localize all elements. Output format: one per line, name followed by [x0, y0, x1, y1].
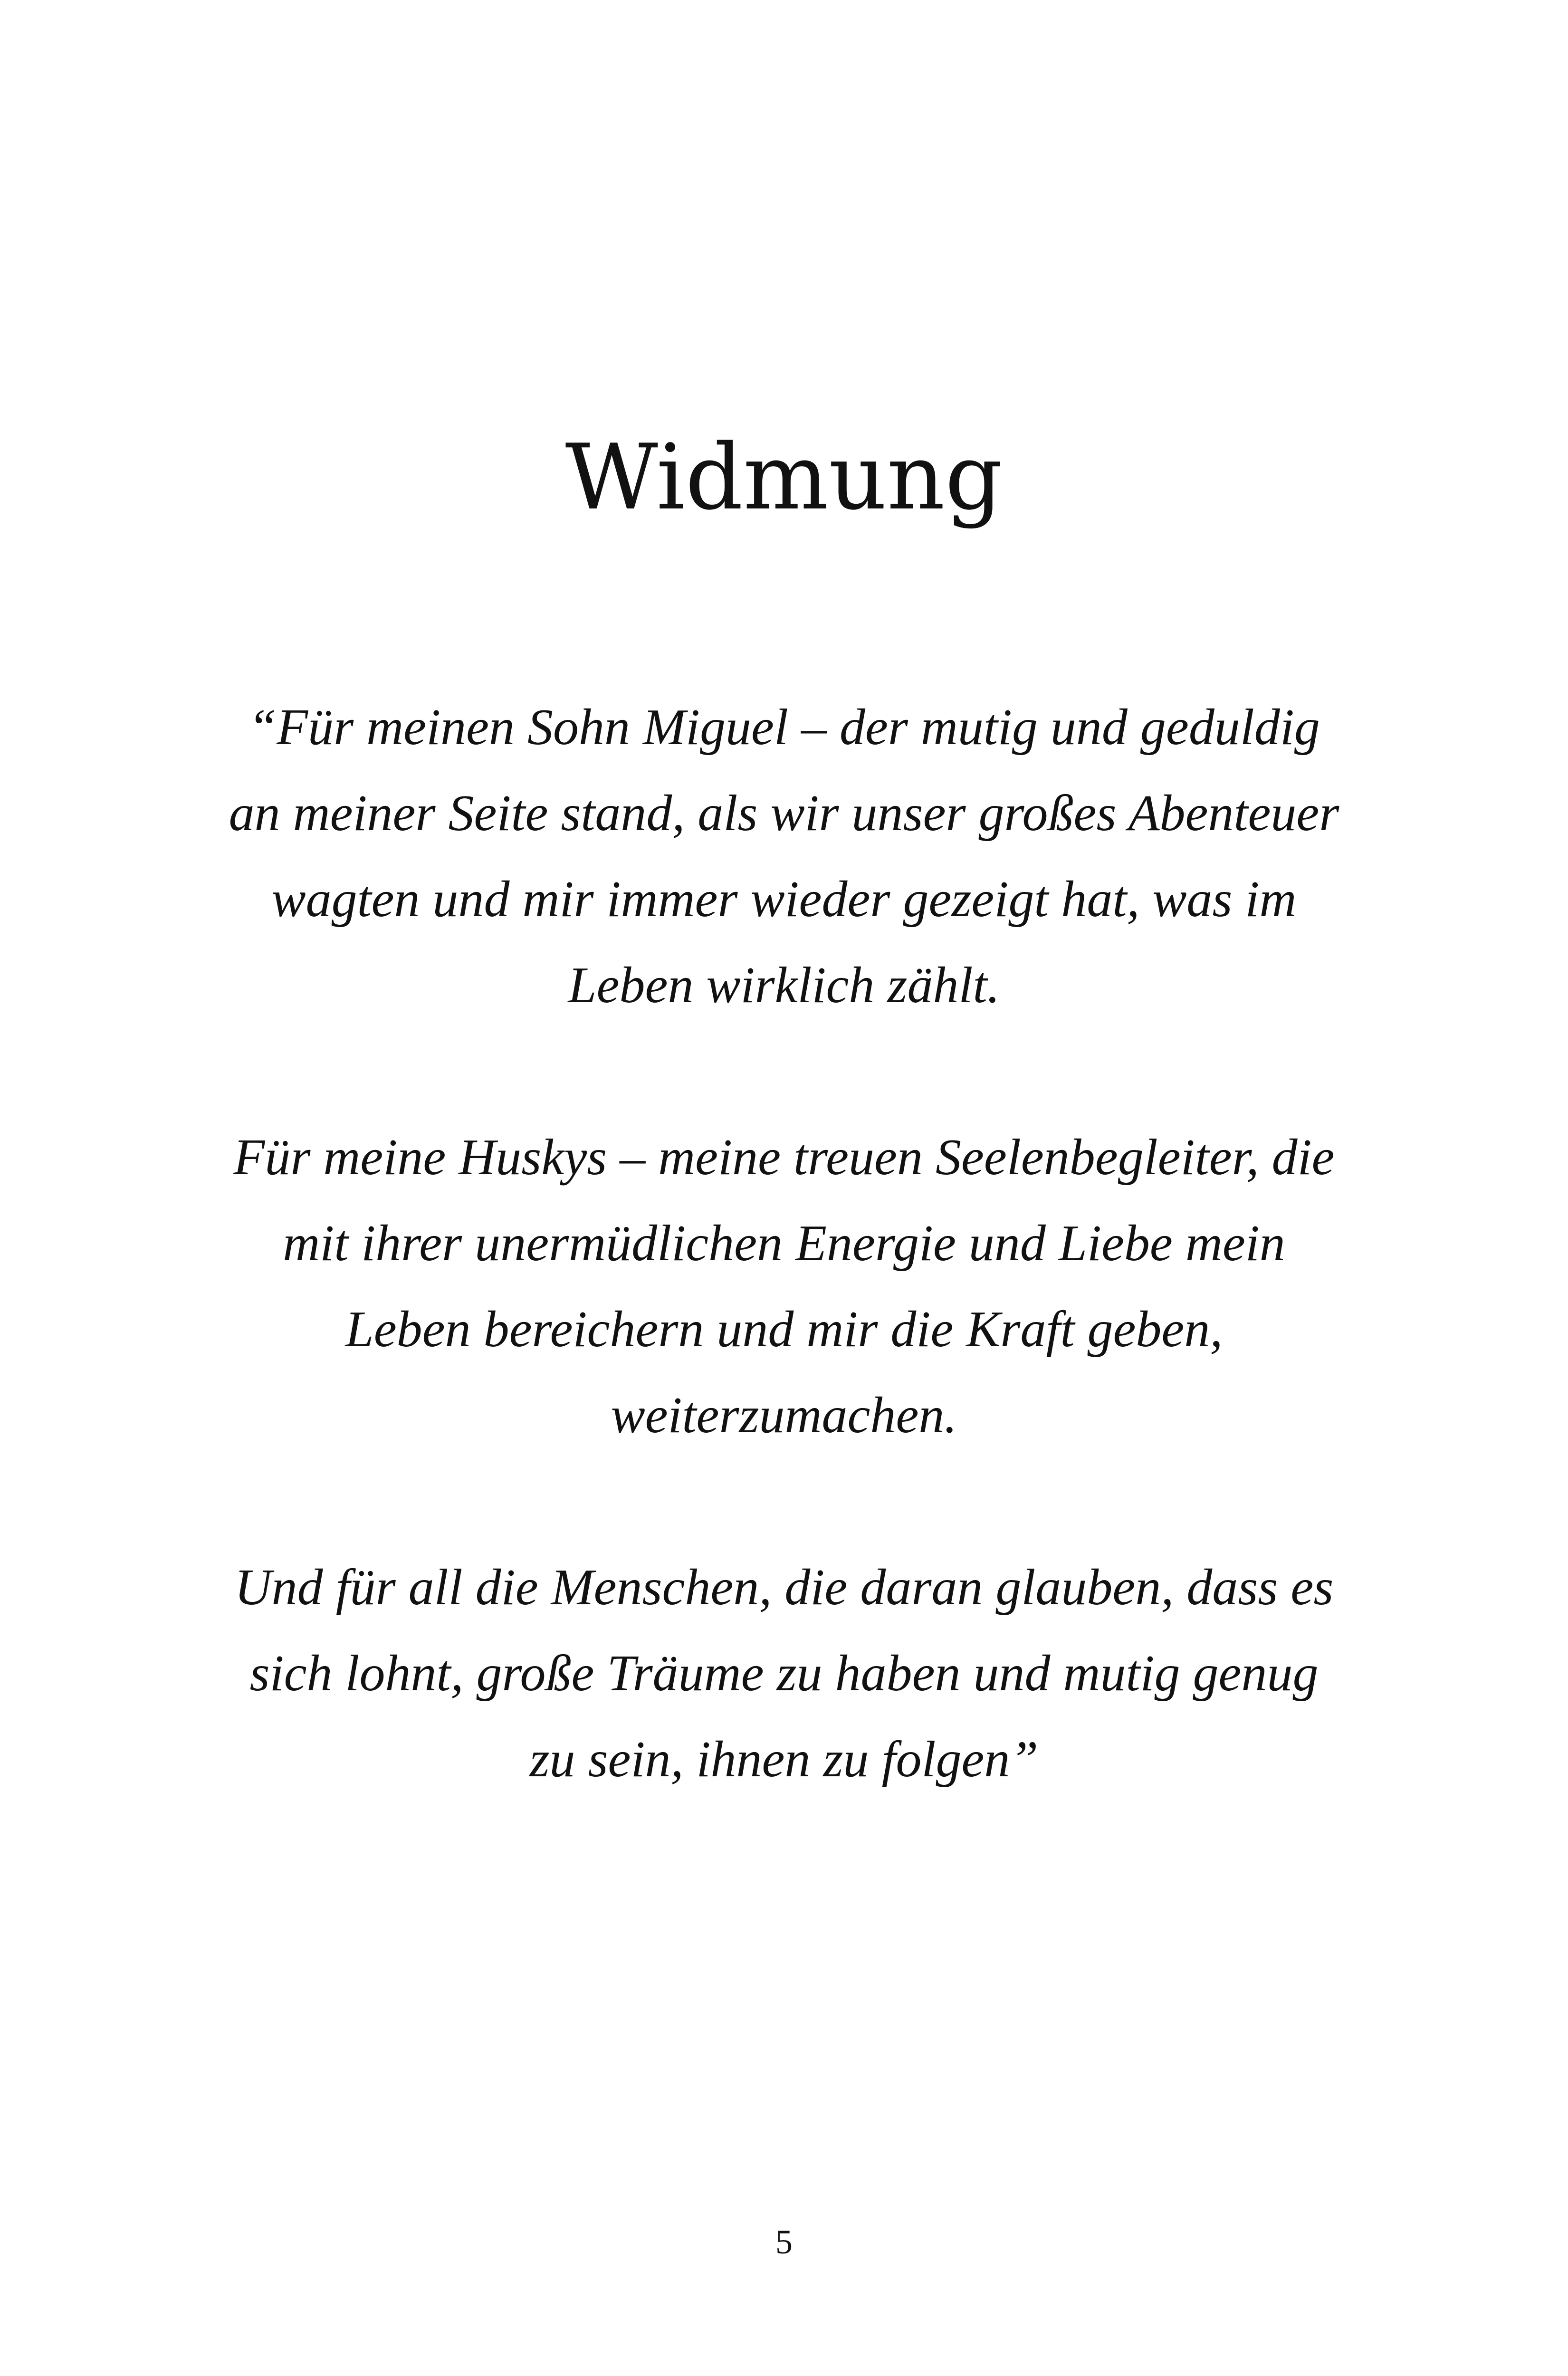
dedication-text: [214, 684, 1354, 1802]
dedication-paragraph-huskies: [214, 1114, 1354, 1458]
dedication-line: an meiner Seite stand, als wir unser großes Abenteuer: [229, 785, 1339, 842]
dedication-line: Leben bereichern und mir die Kraft geben,: [345, 1301, 1223, 1358]
page-title: Widmung: [565, 425, 1003, 530]
dedication-line: Für meine Huskys – meine treuen Seelenbegleiter, die: [233, 1129, 1335, 1186]
dedication-line: weiterzumachen.: [611, 1387, 957, 1444]
dedication-line: sich lohnt, große Träume zu haben und mutig genug: [249, 1645, 1319, 1702]
dedication-paragraph-dreamers: [214, 1544, 1354, 1802]
dedication-paragraph-son: [214, 684, 1354, 1028]
dedication-line: “Für meinen Sohn Miguel – der mutig und geduldig: [248, 699, 1320, 756]
dedication-line: zu sein, ihnen zu folgen”: [529, 1731, 1039, 1788]
dedication-line: Und für all die Menschen, die daran glauben, dass es: [234, 1559, 1334, 1616]
dedication-line: mit ihrer unermüdlichen Energie und Liebe mein: [283, 1215, 1285, 1272]
page-number: 5: [775, 2223, 793, 2261]
dedication-line: Leben wirklich zählt.: [568, 957, 1000, 1014]
dedication-line: wagten und mir immer wieder gezeigt hat, was im: [271, 871, 1297, 928]
